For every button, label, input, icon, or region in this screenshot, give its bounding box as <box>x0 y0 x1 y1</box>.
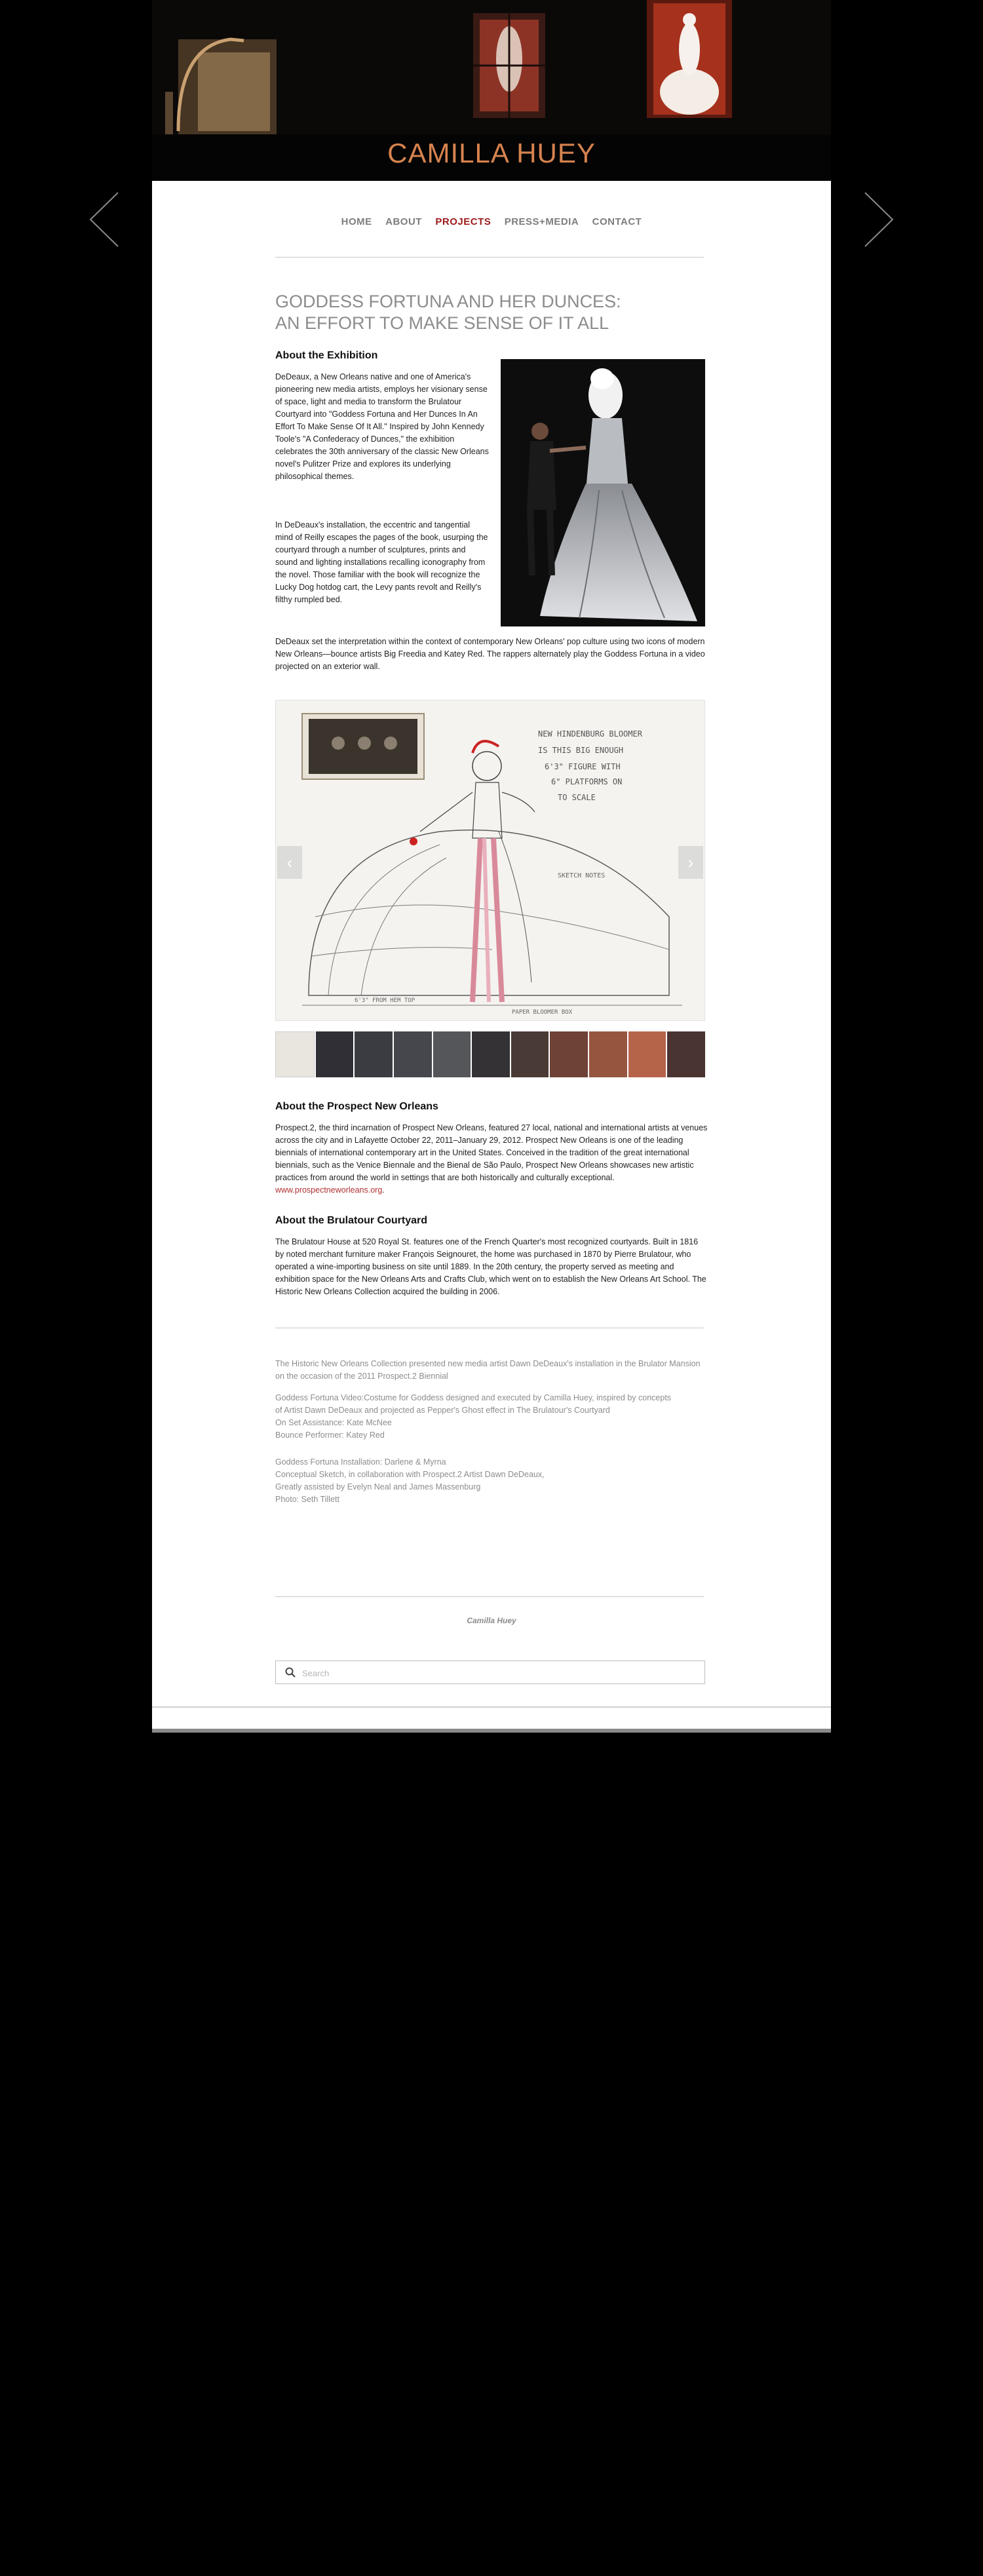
slideshow-thumbnail[interactable] <box>275 1031 315 1077</box>
site-brand[interactable]: CAMILLA HUEY <box>387 138 596 168</box>
sketch-note-7: 6'3" FROM HEM TOP <box>355 997 415 1004</box>
sketch-note-6: SKETCH NOTES <box>558 872 606 879</box>
search-input[interactable] <box>302 1666 695 1680</box>
page-bottom-border <box>152 1706 831 1708</box>
credits-line: Photo: Seth Tillett <box>275 1495 339 1504</box>
nav-contact[interactable]: CONTACT <box>592 216 642 227</box>
footer-site-name: Camilla Huey <box>467 1616 516 1625</box>
prospect-link[interactable]: www.prospectneworleans.org <box>275 1185 383 1195</box>
sketch-note-5: TO SCALE <box>558 793 596 802</box>
goddess-fortuna-photo <box>501 359 705 626</box>
main-nav <box>152 216 831 228</box>
sketch-note-4: 6" PLATFORMS ON <box>551 777 623 786</box>
page-bottom-shadow <box>152 1729 831 1733</box>
prospect-text: Prospect.2, the third incarnation of Prospect New Orleans, featured 27 local, national and international artists at venues across the city and in Lafayette October 22, 2011–January 29, 2012. Prospect New Orleans is one of the leading biennials of international contemporary art in the United States. Conceived in the tradition of the great international biennials, such as the Venice Biennale and the Bienal de São Paulo, Prospect New Orleans showcases new artistic practices from around the world in settings that are both historically and culturally exceptional. <box>275 1123 708 1182</box>
credits-line: Bounce Performer: Katey Red <box>275 1431 385 1440</box>
nav-home[interactable]: HOME <box>341 216 372 227</box>
exhibition-paragraph-1: DeDeaux, a New Orleans native and one of America's pioneering new media artists, employs her visionary sense of space, light and media to transform the Brulatour Courtyard into "Goddess Fortuna and Her Dunces In An Effort To Make Sense Of It All." Inspired by John Kennedy Toole's "A Confederacy of Dunces," the exhibition celebrates the 30th anniversary of the classic New Orleans novel's Pulitzer Prize and explores its underlying philosophical themes. <box>275 372 489 481</box>
brulatour-paragraph: The Brulatour House at 520 Royal St. features one of the French Quarter's most recognized courtyards. Built in 1816 by noted merchant furniture maker François Seignouret, the home was purchased in 1870 by Pierre Brulatour, who operated a wine-importing business on site until 1889. In the 20th century, the property served as meeting and exhibition space for the New Orleans Arts and Crafts Club, which went on to establish the New Orleans Art School. The Historic New Orleans Collection acquired the building in 2006. <box>275 1237 706 1296</box>
sketch-note-2: IS THIS BIG ENOUGH <box>538 746 624 755</box>
credits-line: On Set Assistance: Kate McNee <box>275 1418 392 1427</box>
prospect-paragraph <box>275 1122 708 1197</box>
sketch-note-8: PAPER BLOOMER BOX <box>512 1009 573 1016</box>
slideshow-thumbnail[interactable] <box>316 1031 354 1077</box>
divider <box>275 257 704 258</box>
nav-press-media[interactable]: PRESS+MEDIA <box>504 216 579 227</box>
credits-paragraph-2 <box>275 1392 708 1442</box>
search-box <box>275 1661 705 1684</box>
prospect-link-suffix: . <box>382 1185 385 1195</box>
search-icon <box>285 1667 296 1678</box>
sketch-note-3: 6'3" FIGURE WITH <box>545 762 621 771</box>
credits-paragraph-1: The Historic New Orleans Collection presented new media artist Dawn DeDeaux's installation in the Brulator Mansion on the occasion of the 2011 Prospect.2 Biennial <box>275 1359 701 1381</box>
brulatour-heading: About the Brulatour Courtyard <box>275 1215 427 1226</box>
page-title-line1: GODDESS FORTUNA AND HER DUNCES: <box>275 292 621 311</box>
header-banner <box>152 0 831 181</box>
prospect-heading: About the Prospect New Orleans <box>275 1101 438 1112</box>
exhibition-paragraph-3: DeDeaux set the interpretation within the context of contemporary New Orleans' pop culture using two icons of modern New Orleans—bounce artists Big Freedia and Katey Red. The rappers alternately play the Goddess Fortuna in a video projected on an exterior wall. <box>275 637 705 671</box>
sketch-note-1: NEW HINDENBURG BLOOMER <box>538 729 642 739</box>
slideshow-thumbnail[interactable] <box>355 1031 393 1077</box>
credits-line: Greatly assisted by Evelyn Neal and James Massenburg <box>275 1482 481 1491</box>
exhibition-heading: About the Exhibition <box>275 350 378 361</box>
slideshow-prev-button[interactable]: ‹ <box>277 846 302 879</box>
slideshow-thumbnail[interactable] <box>472 1031 510 1077</box>
credits-line: Goddess Fortuna Video:Costume for Goddess designed and executed by Camilla Huey, inspired by concepts <box>275 1393 672 1402</box>
slideshow-thumbnail[interactable] <box>628 1031 666 1077</box>
page-title-line2: AN EFFORT TO MAKE SENSE OF IT ALL <box>275 313 609 333</box>
nav-about[interactable]: ABOUT <box>385 216 422 227</box>
credits-line: Goddess Fortuna Installation: Darlene & Myrna <box>275 1457 446 1467</box>
slideshow-thumbnail[interactable] <box>433 1031 471 1077</box>
slideshow-thumbnail[interactable] <box>511 1031 549 1077</box>
credits-line: Conceptual Sketch, in collaboration with Prospect.2 Artist Dawn DeDeaux, <box>275 1470 545 1479</box>
costume-sketch <box>276 701 705 1021</box>
thumbnail-strip <box>275 1031 705 1077</box>
slideshow-thumbnail[interactable] <box>394 1031 432 1077</box>
slideshow-thumbnail[interactable] <box>589 1031 627 1077</box>
exhibition-paragraph-2: In DeDeaux's installation, the eccentric and tangential mind of Reilly escapes the pages of the book, usurping the courtyard through a number of sculptures, prints and sound and lighting installations recalling iconography from the novel. Those familiar with the book will recognize the Lucky Dog hotdog cart, the Levy pants revolt and Reilly's filthy rumpled bed. <box>275 520 488 604</box>
credits-line: of Artist Dawn DeDeaux and projected as Pepper's Ghost effect in The Brulatour's Courtyard <box>275 1406 610 1415</box>
slideshow-next-button[interactable]: › <box>678 846 703 879</box>
slideshow-thumbnail[interactable] <box>550 1031 588 1077</box>
page-container <box>152 0 831 1731</box>
image-slideshow[interactable] <box>275 700 705 1021</box>
divider <box>275 1596 704 1597</box>
next-project-arrow-icon[interactable] <box>858 190 898 249</box>
slideshow-thumbnail[interactable] <box>667 1031 705 1077</box>
page-title <box>275 291 713 334</box>
credits-paragraph-3 <box>275 1456 708 1506</box>
nav-projects[interactable]: PROJECTS <box>435 216 492 227</box>
previous-project-arrow-icon[interactable] <box>85 190 125 249</box>
